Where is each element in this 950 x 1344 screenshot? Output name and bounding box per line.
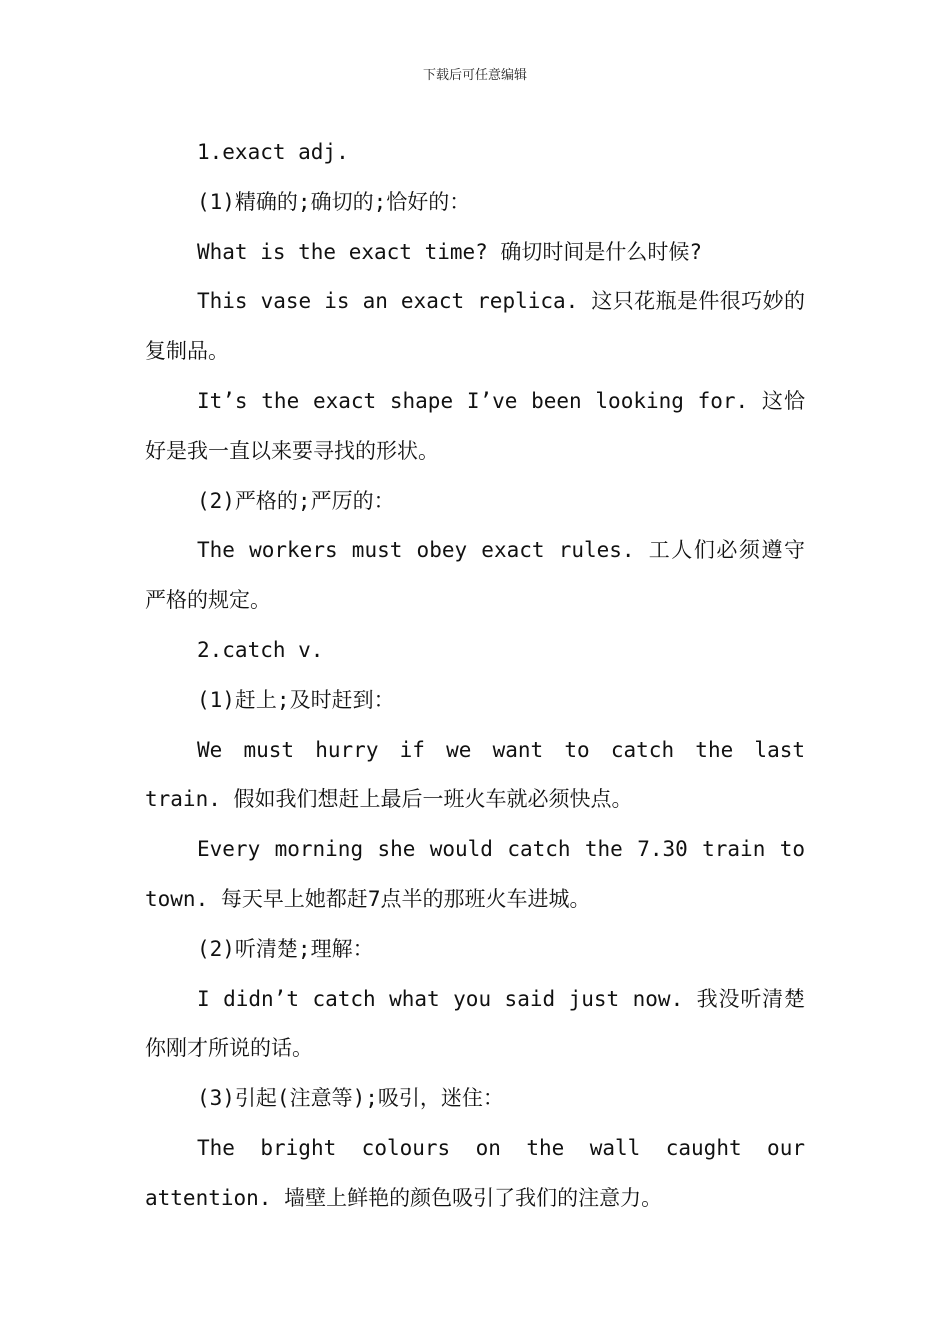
example-sentence: I didn’t catch what you said just now. 我没听清楚你刚才所说的话。 — [145, 986, 805, 1061]
sense-heading: (3)引起(注意等);吸引，迷住： — [197, 1086, 504, 1111]
example-sentence: What is the exact time? 确切时间是什么时候? — [197, 239, 703, 264]
example-sentence: It’s the exact shape I’ve been looking for. 这恰好是我一直以来要寻找的形状。 — [145, 388, 805, 463]
document-body — [145, 128, 805, 1224]
example-sentence: The bright colours on the wall caught our attention. 墙壁上鲜艳的颜色吸引了我们的注意力。 — [145, 1135, 805, 1210]
entry-heading-catch: 2.catch v. — [197, 637, 324, 662]
example-sentence: This vase is an exact replica. 这只花瓶是件很巧妙的复制品。 — [145, 289, 805, 364]
example-sentence: The workers must obey exact rules. 工人们必须遵守严格的规定。 — [145, 538, 805, 613]
sense-heading: (1)赶上;及时赶到： — [197, 687, 395, 712]
page-header: 下载后可任意编辑 — [422, 68, 527, 83]
example-sentence: We must hurry if we want to catch the last train. 假如我们想赶上最后一班火车就必须快点。 — [145, 737, 805, 812]
sense-heading: (2)严格的;严厉的： — [197, 488, 395, 513]
entry-heading-exact: 1.exact adj. — [197, 140, 349, 164]
sense-heading: (1)精确的;确切的;恰好的： — [197, 189, 471, 214]
example-sentence: Every morning she would catch the 7.30 train to town. 每天早上她都赶7点半的那班火车进城。 — [145, 837, 805, 911]
sense-heading: (2)听清楚;理解： — [197, 936, 374, 961]
